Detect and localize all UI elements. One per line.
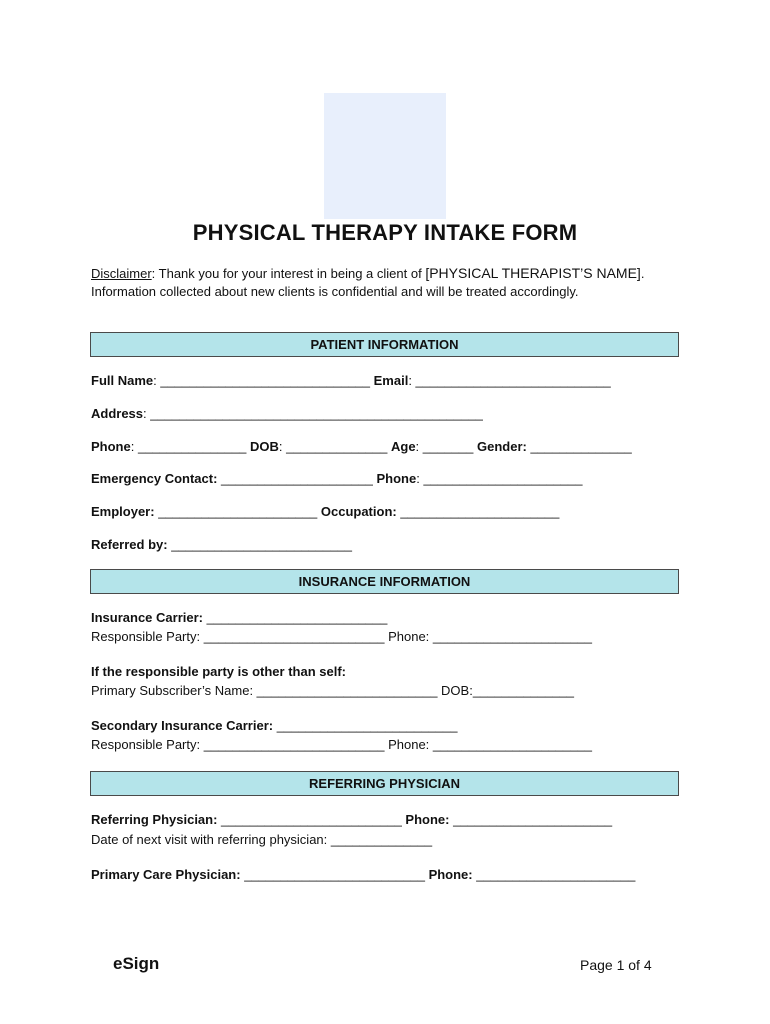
occupation-field[interactable]: ______________________ [396,504,560,519]
section-patient-information: PATIENT INFORMATION [90,332,679,357]
primary-care-field[interactable]: _________________________ [240,867,429,882]
section-referring-physician: REFERRING PHYSICIAN [90,771,679,796]
next-visit-line[interactable]: Date of next visit with referring physician: ______________ [91,832,433,847]
insurance-carrier-field[interactable]: _________________________ [203,610,388,625]
disclaimer-text-2: . Information collected about new clients is confidential and will be treated accordingly. [91,266,645,299]
secondary-carrier-field[interactable]: _________________________ [273,718,458,733]
section-insurance-information: INSURANCE INFORMATION [90,569,679,594]
phone-dob-line[interactable] [91,439,632,454]
employer-line[interactable] [91,504,559,519]
therapist-name-placeholder: [PHYSICAL THERAPIST’S NAME] [425,265,641,281]
insurance-carrier-label: Insurance Carrier: [91,610,203,625]
age-field[interactable]: : _______ [415,439,477,454]
emergency-contact-line[interactable] [91,471,583,486]
referring-physician-line[interactable] [91,812,612,827]
primary-care-phone-label: Phone: [428,867,473,882]
other-than-self-label: If the responsible party is other than self: [91,664,346,679]
dob-field[interactable]: : ______________ [278,439,391,454]
disclaimer-label: Disclaimer [91,266,152,281]
gender-label: Gender: [477,439,527,454]
responsible-party-line[interactable]: Responsible Party: _________________________ Phone: ______________________ [91,629,592,644]
disclaimer [91,264,691,301]
gender-field[interactable]: ______________ [526,439,632,454]
age-label: Age [390,439,416,454]
employer-field[interactable]: ______________________ [154,504,321,519]
dob-label: DOB [250,439,279,454]
primary-care-line[interactable] [91,867,635,882]
referred-by-label: Referred by: [91,537,168,552]
phone-label: Phone [91,439,131,454]
primary-care-label: Primary Care Physician: [91,867,241,882]
other-than-self-heading [91,664,346,679]
disclaimer-text-1: : Thank you for your interest in being a client of [151,266,426,281]
full-name-line[interactable] [91,373,611,388]
referring-phone-label: Phone: [405,812,450,827]
email-label: Email [373,373,409,388]
primary-subscriber-line[interactable]: Primary Subscriber’s Name: _________________________ DOB:______________ [91,683,575,698]
page-number: Page 1 of 4 [580,957,652,973]
primary-care-phone-field[interactable]: ______________________ [472,867,636,882]
full-name-label: Full Name [91,373,154,388]
employer-label: Employer: [91,504,155,519]
insurance-carrier-line[interactable] [91,610,387,625]
address-field[interactable]: : ______________________________________________ [143,406,483,421]
secondary-carrier-label: Secondary Insurance Carrier: [91,718,274,733]
esign-logo: eSign [113,954,160,973]
referred-by-field[interactable]: _________________________ [167,537,352,552]
occupation-label: Occupation: [320,504,397,519]
emergency-contact-label: Emergency Contact: [91,471,218,486]
referring-physician-field[interactable]: _________________________ [217,812,406,827]
full-name-field[interactable]: : _____________________________ [153,373,374,388]
referring-phone-field[interactable]: ______________________ [449,812,613,827]
phone-field[interactable]: : _______________ [130,439,251,454]
referred-by-line[interactable] [91,537,352,552]
address-line[interactable] [91,406,483,421]
logo-placeholder [324,93,446,219]
page-title: PHYSICAL THERAPY INTAKE FORM [192,220,578,245]
secondary-responsible-party-line[interactable]: Responsible Party: _________________________ Phone: ______________________ [91,737,592,752]
emergency-contact-field[interactable]: _____________________ [217,471,377,486]
secondary-carrier-line[interactable] [91,718,457,733]
emergency-phone-label: Phone [376,471,417,486]
email-field[interactable]: : ___________________________ [408,373,611,388]
address-label: Address [91,406,144,421]
referring-physician-label: Referring Physician: [91,812,218,827]
emergency-phone-field[interactable]: : ______________________ [416,471,583,486]
